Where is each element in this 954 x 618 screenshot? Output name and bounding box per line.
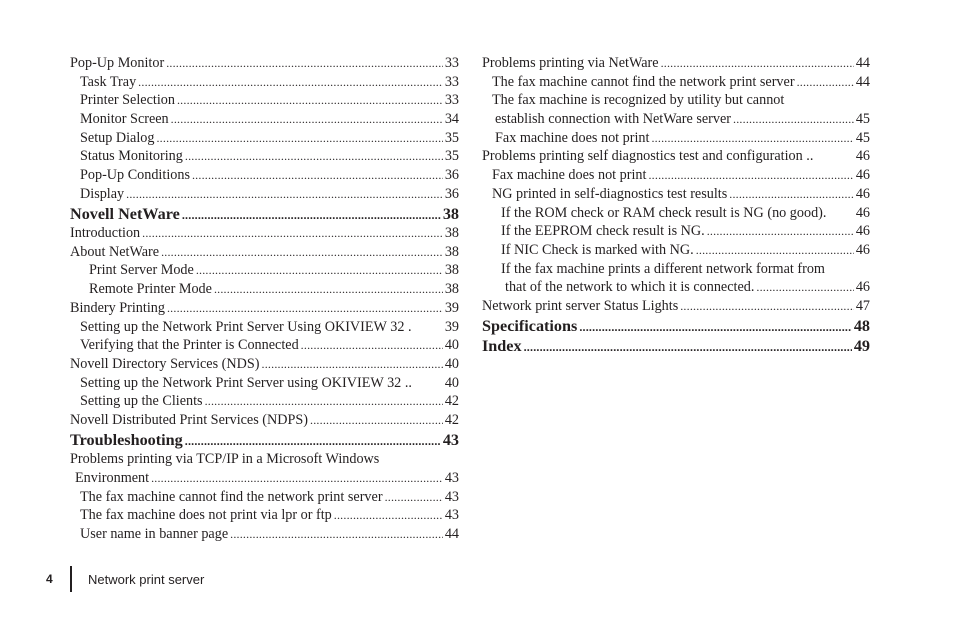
toc-page-number: 34 (444, 111, 459, 128)
toc-page-number: 35 (444, 148, 459, 165)
toc-entry-title: establish connection with NetWare server (495, 111, 732, 128)
toc-page-number: 44 (855, 55, 870, 71)
toc-page-number: 40 (444, 355, 459, 372)
toc-entry (70, 469, 459, 488)
dot-leader (707, 222, 854, 241)
toc-entry (482, 297, 870, 316)
dot-leader (680, 297, 854, 316)
toc-entry-title: Introduction (70, 225, 141, 242)
toc-page-number: 33 (444, 73, 459, 90)
dot-leader (579, 317, 851, 338)
toc-entry (482, 278, 870, 297)
toc-entry-title: Problems printing via TCP/IP in a Microsoft Windows (70, 451, 380, 468)
toc-page-number: 43 (444, 488, 459, 505)
toc-entry-title: The fax machine is recognized by utility but cannot (492, 92, 785, 109)
toc-entry (70, 166, 459, 185)
dot-leader (524, 337, 852, 358)
toc-page-number: 43 (444, 507, 459, 524)
toc-entry (70, 374, 459, 393)
toc-entry (70, 355, 459, 374)
dot-leader (696, 241, 854, 260)
dot-leader (729, 185, 854, 204)
toc-page-number: 43 (442, 430, 459, 449)
toc-entry (482, 260, 870, 279)
toc-page-number: 43 (444, 469, 459, 486)
toc-page-number: 44 (855, 73, 870, 90)
dot-leader (797, 73, 854, 92)
toc-page-number: 35 (444, 129, 459, 146)
dot-leader (205, 392, 443, 411)
toc-page-number: 36 (444, 185, 459, 202)
toc-entry (482, 185, 870, 204)
toc-entry (70, 261, 459, 280)
toc-entry (70, 185, 459, 204)
dot-leader (161, 243, 443, 262)
toc-entry (70, 91, 459, 110)
toc-entry (482, 110, 870, 129)
footer-title: Network print server (88, 571, 205, 587)
toc-entry (70, 488, 459, 507)
dot-leader (334, 506, 443, 525)
toc-entry-title: If the EEPROM check result is NG. (501, 223, 705, 240)
toc-entry-title: Task Tray (80, 73, 137, 90)
toc-entry (70, 450, 459, 469)
dot-leader (385, 488, 443, 507)
toc-page-number: 47 (855, 297, 870, 314)
toc-entry (70, 318, 459, 337)
toc-page-number: 46 (855, 167, 870, 184)
toc-entry (70, 129, 459, 148)
toc-page-number: 36 (444, 167, 459, 184)
toc-entry (70, 299, 459, 318)
dot-leader (151, 469, 443, 488)
toc-page-number: 44 (444, 526, 459, 542)
toc-page-number: 38 (444, 243, 459, 260)
toc-page-number: 45 (855, 111, 870, 128)
toc-entry (70, 54, 459, 73)
toc-entry-title: Display (80, 185, 125, 202)
toc-entry-title: Network print server Status Lights (482, 297, 679, 314)
dot-leader (171, 110, 443, 129)
toc-entry-title: Setting up the Clients (80, 393, 203, 410)
toc-entry (482, 241, 870, 260)
toc-entry (70, 411, 459, 430)
toc-entry-title: Index (482, 337, 522, 356)
toc-entry-title: Troubleshooting (70, 430, 183, 449)
toc-page-number: 46 (855, 185, 870, 202)
toc-entry-title: Status Monitoring (80, 148, 183, 165)
footer-divider (70, 566, 72, 592)
dot-leader (262, 355, 443, 374)
toc-entry-title: Problems printing self diagnostics test and configuration .. (482, 148, 814, 165)
toc-entry-title: Pop-Up Conditions (80, 167, 190, 184)
toc-entry-title: Monitor Screen (80, 111, 169, 128)
dot-leader (185, 431, 441, 452)
dot-leader (648, 166, 853, 185)
toc-entry (70, 243, 459, 262)
toc-page-number: 46 (855, 279, 870, 296)
toc-entry-title: Novell NetWare (70, 204, 180, 223)
toc-entry (482, 54, 870, 73)
dot-leader (756, 278, 853, 297)
toc-entry-title: Setting up the Network Print Server using OKIVIEW 32 .. (80, 374, 412, 391)
dot-leader (185, 147, 443, 166)
toc-entry (482, 73, 870, 92)
toc-entry-title: Verifying that the Printer is Connected (80, 337, 299, 354)
toc-page-number: 38 (444, 281, 459, 298)
toc-page-number: 39 (444, 318, 459, 335)
toc-page-number: 40 (444, 337, 459, 354)
toc-page-number: 40 (444, 374, 459, 391)
toc-entry-title: Bindery Printing (70, 299, 165, 316)
toc-page-number: 49 (853, 337, 870, 356)
toc-entry (70, 147, 459, 166)
toc-entry-title: The fax machine cannot find the network print server (492, 73, 795, 90)
toc-entry-title: Pop-Up Monitor (70, 55, 165, 71)
dot-leader (196, 261, 443, 280)
toc-entry-title: Print Server Mode (89, 262, 194, 279)
dot-leader (167, 299, 443, 318)
dot-leader (138, 73, 443, 92)
toc-page-number: 45 (855, 129, 870, 146)
toc-entry (70, 280, 459, 299)
toc-page-number: 38 (444, 262, 459, 279)
page-footer (46, 566, 204, 592)
dot-leader (156, 129, 442, 148)
toc-entry (482, 91, 870, 110)
toc-entry-title: that of the network to which it is connected. (505, 279, 755, 296)
toc-entry (70, 110, 459, 129)
dot-leader (126, 185, 443, 204)
toc-page-number: 46 (855, 204, 870, 221)
toc-page-number: 38 (444, 225, 459, 242)
toc-page-number: 39 (444, 299, 459, 316)
toc-entry-title: The fax machine does not print via lpr or ftp (80, 507, 332, 524)
toc-section-heading (70, 430, 459, 451)
dot-leader (166, 54, 443, 73)
toc-entry-title: Novell Directory Services (NDS) (70, 355, 260, 372)
toc-entry (482, 204, 870, 223)
dot-leader (310, 411, 443, 430)
toc-entry (482, 147, 870, 166)
toc-entry (70, 224, 459, 243)
toc-entry-title: Specifications (482, 316, 578, 335)
toc-entry-title: About NetWare (70, 243, 160, 260)
dot-leader (214, 280, 443, 299)
toc-entry-title: User name in banner page (80, 526, 229, 542)
toc-page-number: 46 (855, 241, 870, 258)
toc-entry-title: Fax machine does not print (495, 129, 650, 146)
toc-entry (70, 73, 459, 92)
toc-section-heading (482, 336, 870, 357)
toc-page-number: 42 (444, 393, 459, 410)
toc-page-number: 33 (444, 92, 459, 109)
toc-entry-title: The fax machine cannot find the network print server (80, 488, 383, 505)
toc-entry-title: Remote Printer Mode (89, 281, 212, 298)
dot-leader (661, 54, 854, 73)
toc-entry-title: Novell Distributed Print Services (NDPS) (70, 411, 309, 428)
toc-entry-title: If NIC Check is marked with NG. (501, 241, 694, 258)
toc-right-column (482, 54, 870, 357)
toc-entry-title: NG printed in self-diagnostics test results (492, 185, 728, 202)
toc-entry (482, 166, 870, 185)
toc-entry-title: If the ROM check or RAM check result is NG (no good). (501, 204, 827, 221)
toc-entry (70, 525, 459, 544)
toc-entry-title: Problems printing via NetWare (482, 55, 659, 71)
toc-page-number: 46 (855, 223, 870, 240)
dot-leader (733, 110, 854, 129)
toc-entry (70, 506, 459, 525)
toc-entry-title: Setup Dialog (80, 129, 155, 146)
toc-entry-title: Setting up the Network Print Server Using OKIVIEW 32 . (80, 318, 412, 335)
toc-entry-title: Environment (75, 469, 150, 486)
toc-page-number: 38 (442, 204, 459, 223)
toc-section-heading (70, 204, 459, 225)
toc-entry (70, 392, 459, 411)
dot-leader (301, 336, 443, 355)
page-number: 4 (46, 572, 53, 586)
dot-leader (651, 129, 853, 148)
toc-entry-title: Printer Selection (80, 92, 175, 109)
dot-leader (192, 166, 443, 185)
toc-entry (482, 129, 870, 148)
toc-entry (482, 222, 870, 241)
toc-page-number: 46 (855, 148, 870, 165)
toc-page-number: 33 (444, 55, 459, 71)
toc-left-column (70, 54, 459, 544)
toc-entry-title: If the fax machine prints a different network format from (501, 260, 825, 277)
toc-entry-title: Fax machine does not print (492, 167, 647, 184)
toc-page-number: 42 (444, 411, 459, 428)
toc-entry (70, 336, 459, 355)
dot-leader (230, 525, 443, 544)
dot-leader (177, 91, 443, 110)
toc-section-heading (482, 316, 870, 337)
toc-page-number: 48 (853, 316, 870, 335)
dot-leader (142, 224, 443, 243)
dot-leader (182, 205, 441, 226)
